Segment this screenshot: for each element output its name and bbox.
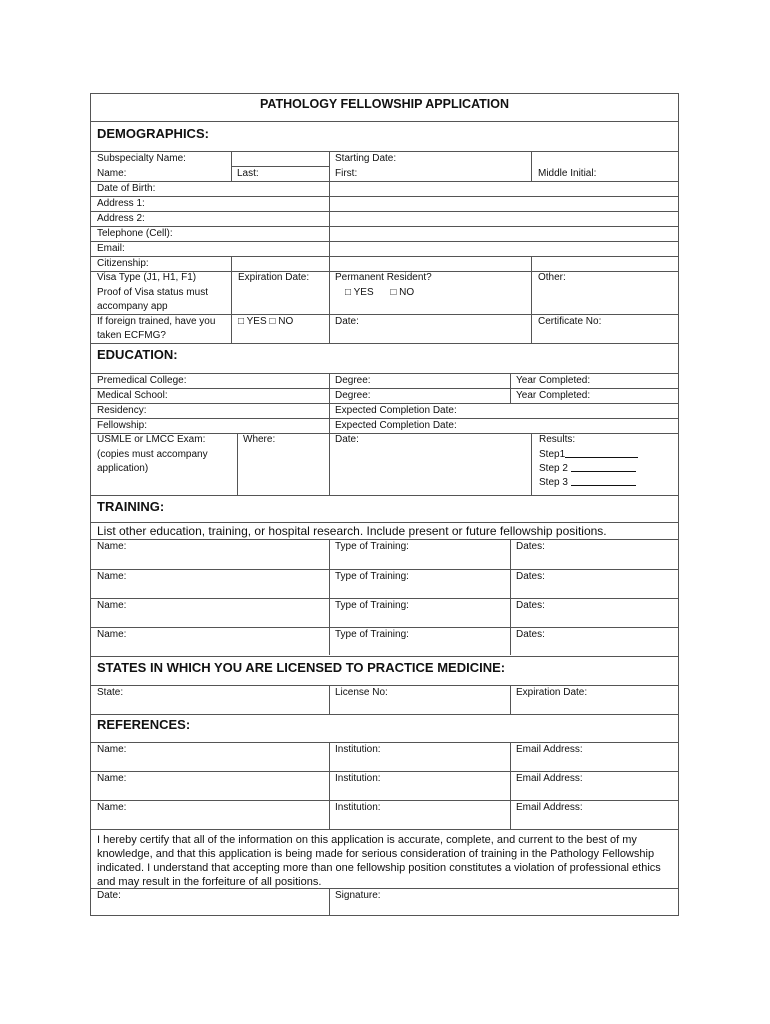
training-type-label-4: Type of Training: xyxy=(335,629,409,640)
reference-name-label-1: Name: xyxy=(97,744,127,755)
divider xyxy=(91,241,678,242)
training-dates-label-2: Dates: xyxy=(516,571,545,582)
divider xyxy=(91,800,678,801)
reference-institution-label-2: Institution: xyxy=(335,773,381,784)
residency-completion-label: Expected Completion Date: xyxy=(335,405,457,416)
divider xyxy=(91,714,678,715)
divider xyxy=(91,211,678,212)
ecfmg-date-label: Date: xyxy=(335,316,359,327)
usmle-label: USMLE or LMCC Exam: xyxy=(97,434,206,445)
usmle-note-cont: application) xyxy=(97,463,149,474)
education-heading: EDUCATION: xyxy=(97,347,178,362)
training-type-label-1: Type of Training: xyxy=(335,541,409,552)
divider xyxy=(329,373,330,495)
training-type-label-2: Type of Training: xyxy=(335,571,409,582)
step3-blank[interactable] xyxy=(571,475,636,486)
usmle-note: (copies must accompany xyxy=(97,449,208,460)
medical-year-label: Year Completed: xyxy=(516,390,591,401)
medical-school-label: Medical School: xyxy=(97,390,168,401)
exam-date-label: Date: xyxy=(335,434,359,445)
form-title: PATHOLOGY FELLOWSHIP APPLICATION xyxy=(259,97,510,111)
dob-label: Date of Birth: xyxy=(97,183,156,194)
demographics-heading: DEMOGRAPHICS: xyxy=(97,126,209,141)
training-type-label-3: Type of Training: xyxy=(335,600,409,611)
email-label: Email: xyxy=(97,243,125,254)
exam-where-label: Where: xyxy=(243,434,276,445)
divider xyxy=(329,888,330,916)
certificate-label: Certificate No: xyxy=(538,316,602,327)
divider xyxy=(329,151,330,343)
certification-statement: I hereby certify that all of the information on this application is accurate, complete, and current to the best of my knowledge, and that this application is being made for serious consideration of training in the Pathology Fellowship indicated. I understand that accepting more than one fellowship position constitutes a violation of professional ethics and may result in the forfeiture of all positions. xyxy=(97,834,661,888)
results-label: Results: xyxy=(539,434,576,445)
divider xyxy=(91,522,678,523)
fellowship-label: Fellowship: xyxy=(97,420,148,431)
license-expiration-label: Expiration Date: xyxy=(516,687,588,698)
license-label: License No: xyxy=(335,687,388,698)
divider xyxy=(231,151,232,181)
divider xyxy=(91,226,678,227)
name-label: Name: xyxy=(97,168,127,179)
fellowship-completion-label: Expected Completion Date: xyxy=(335,420,457,431)
divider xyxy=(510,373,511,403)
training-name-label-2: Name: xyxy=(97,571,127,582)
foreign-trained-label-cont: taken ECFMG? xyxy=(97,330,166,341)
training-dates-label-3: Dates: xyxy=(516,600,545,611)
address1-label: Address 1: xyxy=(97,198,145,209)
state-label: State: xyxy=(97,687,124,698)
divider xyxy=(237,433,238,495)
other-label: Other: xyxy=(538,272,566,283)
divider xyxy=(329,685,330,714)
application-form xyxy=(90,93,679,916)
divider xyxy=(329,539,330,655)
references-heading: REFERENCES: xyxy=(97,717,191,732)
training-dates-label-4: Dates: xyxy=(516,629,545,640)
divider xyxy=(510,685,511,714)
divider xyxy=(91,771,678,772)
foreign-trained-label: If foreign trained, have you xyxy=(97,316,216,327)
first-name-label: First: xyxy=(335,168,358,179)
reference-name-label-3: Name: xyxy=(97,802,127,813)
divider xyxy=(91,343,678,344)
divider xyxy=(91,256,678,257)
premedical-degree-label: Degree: xyxy=(335,375,371,386)
residency-label: Residency: xyxy=(97,405,147,416)
starting-date-label: Starting Date: xyxy=(335,153,397,164)
signature-label: Signature: xyxy=(335,890,381,901)
step1-blank[interactable] xyxy=(565,447,638,458)
divider xyxy=(329,742,330,829)
step3-label: Step 3 xyxy=(539,477,568,488)
training-heading: TRAINING: xyxy=(97,499,165,514)
expiration-date-label: Expiration Date: xyxy=(238,272,310,283)
reference-email-label-2: Email Address: xyxy=(516,773,583,784)
ecfmg-checkboxes[interactable]: □ YES □ NO xyxy=(238,316,294,327)
telephone-label: Telephone (Cell): xyxy=(97,228,173,239)
middle-initial-label: Middle Initial: xyxy=(538,168,597,179)
premedical-label: Premedical College: xyxy=(97,375,187,386)
training-name-label-3: Name: xyxy=(97,600,127,611)
training-instructions: List other education, training, or hospital research. Include present or future fellowship positions. xyxy=(97,524,607,538)
divider xyxy=(531,256,532,343)
permanent-resident-checkboxes[interactable]: □ YES □ NO xyxy=(345,287,415,298)
divider xyxy=(231,256,232,343)
divider xyxy=(510,539,511,655)
step1-label: Step1 xyxy=(539,449,566,460)
training-dates-label-1: Dates: xyxy=(516,541,545,552)
divider xyxy=(531,433,532,495)
medical-degree-label: Degree: xyxy=(335,390,371,401)
subspecialty-label: Subspecialty Name: xyxy=(97,153,186,164)
visa-proof-label-cont: accompany app xyxy=(97,301,168,312)
reference-name-label-2: Name: xyxy=(97,773,127,784)
step2-label: Step 2 xyxy=(539,463,568,474)
premedical-year-label: Year Completed: xyxy=(516,375,591,386)
divider xyxy=(91,495,678,496)
reference-email-label-1: Email Address: xyxy=(516,744,583,755)
step3-field[interactable] xyxy=(539,475,636,491)
states-heading: STATES IN WHICH YOU ARE LICENSED TO PRACTICE MEDICINE: xyxy=(97,660,506,675)
divider xyxy=(91,742,678,743)
permanent-resident-label: Permanent Resident? xyxy=(335,272,432,283)
divider xyxy=(91,656,678,657)
last-name-label: Last: xyxy=(237,168,259,179)
training-name-label-1: Name: xyxy=(97,541,127,552)
divider xyxy=(510,742,511,829)
divider xyxy=(91,196,678,197)
reference-institution-label-3: Institution: xyxy=(335,802,381,813)
training-name-label-4: Name: xyxy=(97,629,127,640)
reference-email-label-3: Email Address: xyxy=(516,802,583,813)
visa-proof-label: Proof of Visa status must xyxy=(97,287,208,298)
step2-blank[interactable] xyxy=(571,461,636,472)
reference-institution-label-1: Institution: xyxy=(335,744,381,755)
citizenship-label: Citizenship: xyxy=(97,258,149,269)
divider xyxy=(91,829,678,830)
divider xyxy=(531,151,532,181)
divider xyxy=(91,121,678,122)
visa-type-label: Visa Type (J1, H1, F1) xyxy=(97,272,197,283)
address2-label: Address 2: xyxy=(97,213,145,224)
certification-date-label: Date: xyxy=(97,890,121,901)
